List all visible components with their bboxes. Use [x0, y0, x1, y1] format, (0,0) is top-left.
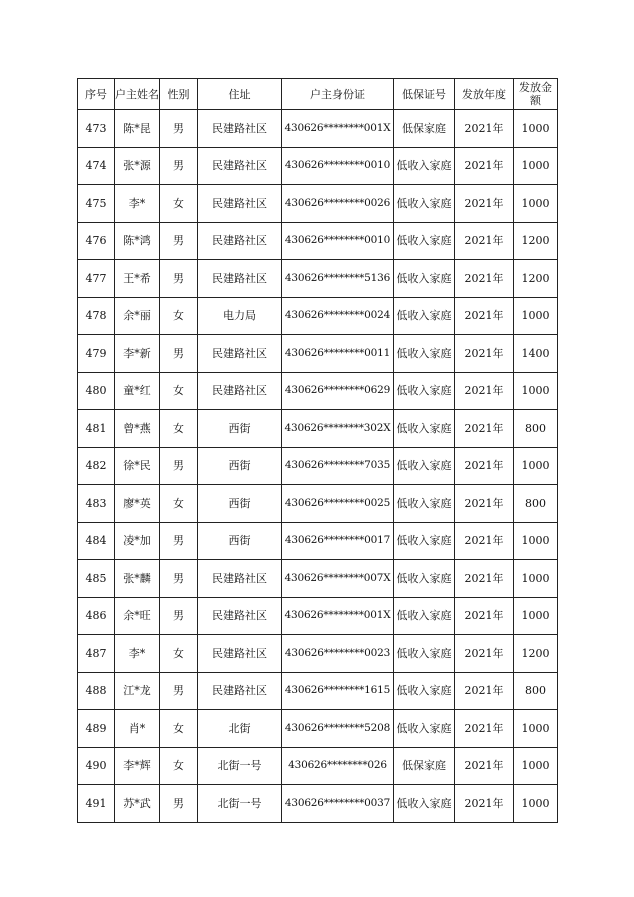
cell-gender: 女	[160, 410, 198, 448]
cell-address: 北街一号	[198, 785, 282, 823]
cell-gender: 女	[160, 372, 198, 410]
cell-id-number: 430626********0024	[282, 297, 394, 335]
cell-householder-name: 张*麟	[115, 560, 160, 598]
cell-issue-year: 2021年	[455, 672, 514, 710]
cell-amount: 1000	[514, 710, 558, 748]
cell-id-number: 430626********0017	[282, 522, 394, 560]
cell-issue-year: 2021年	[455, 485, 514, 523]
cell-serial-number: 486	[78, 597, 115, 635]
table-row	[78, 710, 558, 748]
table-row	[78, 297, 558, 335]
cell-issue-year: 2021年	[455, 785, 514, 823]
cell-certificate-number: 低收入家庭	[394, 597, 455, 635]
cell-id-number: 430626********0025	[282, 485, 394, 523]
table-row	[78, 635, 558, 673]
cell-id-number: 430626********0023	[282, 635, 394, 673]
cell-amount: 1200	[514, 222, 558, 260]
cell-certificate-number: 低收入家庭	[394, 185, 455, 223]
cell-gender: 男	[160, 222, 198, 260]
cell-serial-number: 489	[78, 710, 115, 748]
cell-certificate-number: 低收入家庭	[394, 147, 455, 185]
cell-householder-name: 江*龙	[115, 672, 160, 710]
cell-address: 西街	[198, 485, 282, 523]
header-gender: 性别	[160, 79, 198, 110]
cell-amount: 1000	[514, 785, 558, 823]
cell-serial-number: 485	[78, 560, 115, 598]
cell-serial-number: 474	[78, 147, 115, 185]
cell-issue-year: 2021年	[455, 710, 514, 748]
cell-address: 民建路社区	[198, 260, 282, 298]
header-householder-name: 户主姓名	[115, 79, 160, 110]
cell-id-number: 430626********0629	[282, 372, 394, 410]
cell-amount: 1200	[514, 635, 558, 673]
cell-householder-name: 余*丽	[115, 297, 160, 335]
cell-id-number: 430626********007X	[282, 560, 394, 598]
cell-householder-name: 李*新	[115, 335, 160, 373]
cell-serial-number: 487	[78, 635, 115, 673]
cell-issue-year: 2021年	[455, 110, 514, 148]
cell-id-number: 430626********0026	[282, 185, 394, 223]
table-row	[78, 110, 558, 148]
cell-id-number: 430626********5136	[282, 260, 394, 298]
cell-address: 民建路社区	[198, 185, 282, 223]
cell-gender: 女	[160, 710, 198, 748]
table-header	[78, 79, 558, 110]
table-row	[78, 372, 558, 410]
cell-gender: 女	[160, 635, 198, 673]
cell-amount: 1000	[514, 372, 558, 410]
cell-amount: 1000	[514, 447, 558, 485]
table-row	[78, 560, 558, 598]
header-id-number: 户主身份证	[282, 79, 394, 110]
cell-amount: 800	[514, 485, 558, 523]
cell-gender: 男	[160, 785, 198, 823]
cell-serial-number: 488	[78, 672, 115, 710]
cell-id-number: 430626********1615	[282, 672, 394, 710]
cell-certificate-number: 低收入家庭	[394, 522, 455, 560]
cell-serial-number: 482	[78, 447, 115, 485]
cell-serial-number: 478	[78, 297, 115, 335]
cell-gender: 女	[160, 185, 198, 223]
cell-gender: 男	[160, 522, 198, 560]
cell-amount: 1200	[514, 260, 558, 298]
cell-amount: 1000	[514, 522, 558, 560]
header-certificate-number: 低保证号	[394, 79, 455, 110]
cell-certificate-number: 低收入家庭	[394, 335, 455, 373]
cell-id-number: 430626********001X	[282, 110, 394, 148]
cell-gender: 男	[160, 447, 198, 485]
cell-address: 北街一号	[198, 747, 282, 785]
table-row	[78, 485, 558, 523]
cell-issue-year: 2021年	[455, 597, 514, 635]
table-row	[78, 185, 558, 223]
cell-serial-number: 491	[78, 785, 115, 823]
subsidy-table	[77, 78, 558, 823]
cell-id-number: 430626********5208	[282, 710, 394, 748]
cell-issue-year: 2021年	[455, 297, 514, 335]
table-row	[78, 260, 558, 298]
cell-certificate-number: 低收入家庭	[394, 672, 455, 710]
cell-householder-name: 徐*民	[115, 447, 160, 485]
cell-id-number: 430626********302X	[282, 410, 394, 448]
cell-certificate-number: 低收入家庭	[394, 560, 455, 598]
cell-issue-year: 2021年	[455, 410, 514, 448]
cell-issue-year: 2021年	[455, 260, 514, 298]
cell-issue-year: 2021年	[455, 372, 514, 410]
cell-serial-number: 484	[78, 522, 115, 560]
cell-address: 北街	[198, 710, 282, 748]
cell-householder-name: 苏*武	[115, 785, 160, 823]
table-row	[78, 597, 558, 635]
cell-gender: 女	[160, 747, 198, 785]
cell-id-number: 430626********026	[282, 747, 394, 785]
cell-amount: 1000	[514, 747, 558, 785]
table-row	[78, 747, 558, 785]
cell-amount: 800	[514, 672, 558, 710]
cell-issue-year: 2021年	[455, 635, 514, 673]
cell-certificate-number: 低收入家庭	[394, 710, 455, 748]
cell-certificate-number: 低收入家庭	[394, 260, 455, 298]
cell-issue-year: 2021年	[455, 335, 514, 373]
cell-gender: 男	[160, 597, 198, 635]
cell-address: 民建路社区	[198, 372, 282, 410]
cell-id-number: 430626********7035	[282, 447, 394, 485]
cell-address: 民建路社区	[198, 672, 282, 710]
cell-serial-number: 481	[78, 410, 115, 448]
cell-address: 民建路社区	[198, 597, 282, 635]
header-address: 住址	[198, 79, 282, 110]
cell-issue-year: 2021年	[455, 222, 514, 260]
table-row	[78, 410, 558, 448]
cell-householder-name: 张*源	[115, 147, 160, 185]
cell-id-number: 430626********0011	[282, 335, 394, 373]
cell-gender: 女	[160, 297, 198, 335]
cell-householder-name: 童*红	[115, 372, 160, 410]
table-row	[78, 147, 558, 185]
header-amount: 发放金额	[514, 79, 558, 110]
cell-address: 民建路社区	[198, 222, 282, 260]
cell-address: 民建路社区	[198, 560, 282, 598]
cell-issue-year: 2021年	[455, 522, 514, 560]
table-row	[78, 335, 558, 373]
cell-id-number: 430626********0037	[282, 785, 394, 823]
cell-serial-number: 483	[78, 485, 115, 523]
header-row	[78, 79, 558, 110]
cell-householder-name: 王*希	[115, 260, 160, 298]
cell-serial-number: 490	[78, 747, 115, 785]
cell-id-number: 430626********001X	[282, 597, 394, 635]
cell-certificate-number: 低保家庭	[394, 110, 455, 148]
cell-serial-number: 473	[78, 110, 115, 148]
cell-amount: 1000	[514, 597, 558, 635]
cell-certificate-number: 低收入家庭	[394, 485, 455, 523]
cell-certificate-number: 低收入家庭	[394, 447, 455, 485]
cell-amount: 1000	[514, 560, 558, 598]
cell-gender: 男	[160, 260, 198, 298]
cell-address: 民建路社区	[198, 147, 282, 185]
cell-householder-name: 李*辉	[115, 747, 160, 785]
cell-id-number: 430626********0010	[282, 222, 394, 260]
cell-gender: 女	[160, 485, 198, 523]
cell-address: 电力局	[198, 297, 282, 335]
cell-gender: 男	[160, 335, 198, 373]
header-issue-year: 发放年度	[455, 79, 514, 110]
cell-householder-name: 陈*昆	[115, 110, 160, 148]
cell-serial-number: 476	[78, 222, 115, 260]
cell-amount: 1000	[514, 147, 558, 185]
cell-householder-name: 肖*	[115, 710, 160, 748]
cell-certificate-number: 低收入家庭	[394, 410, 455, 448]
cell-issue-year: 2021年	[455, 747, 514, 785]
cell-certificate-number: 低收入家庭	[394, 297, 455, 335]
cell-amount: 800	[514, 410, 558, 448]
cell-householder-name: 陈*鸿	[115, 222, 160, 260]
cell-certificate-number: 低保家庭	[394, 747, 455, 785]
cell-householder-name: 李*	[115, 635, 160, 673]
cell-certificate-number: 低收入家庭	[394, 785, 455, 823]
cell-serial-number: 479	[78, 335, 115, 373]
cell-serial-number: 475	[78, 185, 115, 223]
cell-amount: 1400	[514, 335, 558, 373]
cell-issue-year: 2021年	[455, 147, 514, 185]
cell-householder-name: 凌*加	[115, 522, 160, 560]
cell-issue-year: 2021年	[455, 447, 514, 485]
cell-serial-number: 477	[78, 260, 115, 298]
cell-address: 西街	[198, 447, 282, 485]
cell-id-number: 430626********0010	[282, 147, 394, 185]
cell-amount: 1000	[514, 110, 558, 148]
table-row	[78, 222, 558, 260]
table-row	[78, 447, 558, 485]
cell-address: 西街	[198, 522, 282, 560]
cell-householder-name: 曾*燕	[115, 410, 160, 448]
cell-address: 西街	[198, 410, 282, 448]
cell-gender: 男	[160, 147, 198, 185]
cell-householder-name: 廖*英	[115, 485, 160, 523]
cell-serial-number: 480	[78, 372, 115, 410]
header-serial-number: 序号	[78, 79, 115, 110]
cell-issue-year: 2021年	[455, 560, 514, 598]
cell-gender: 男	[160, 110, 198, 148]
cell-householder-name: 李*	[115, 185, 160, 223]
cell-amount: 1000	[514, 185, 558, 223]
cell-certificate-number: 低收入家庭	[394, 372, 455, 410]
cell-gender: 男	[160, 560, 198, 598]
cell-householder-name: 余*旺	[115, 597, 160, 635]
cell-address: 民建路社区	[198, 635, 282, 673]
cell-gender: 男	[160, 672, 198, 710]
cell-address: 民建路社区	[198, 335, 282, 373]
table-row	[78, 522, 558, 560]
cell-certificate-number: 低收入家庭	[394, 222, 455, 260]
cell-address: 民建路社区	[198, 110, 282, 148]
table-body	[78, 110, 558, 823]
table-row	[78, 785, 558, 823]
cell-amount: 1000	[514, 297, 558, 335]
cell-issue-year: 2021年	[455, 185, 514, 223]
cell-certificate-number: 低收入家庭	[394, 635, 455, 673]
table-row	[78, 672, 558, 710]
